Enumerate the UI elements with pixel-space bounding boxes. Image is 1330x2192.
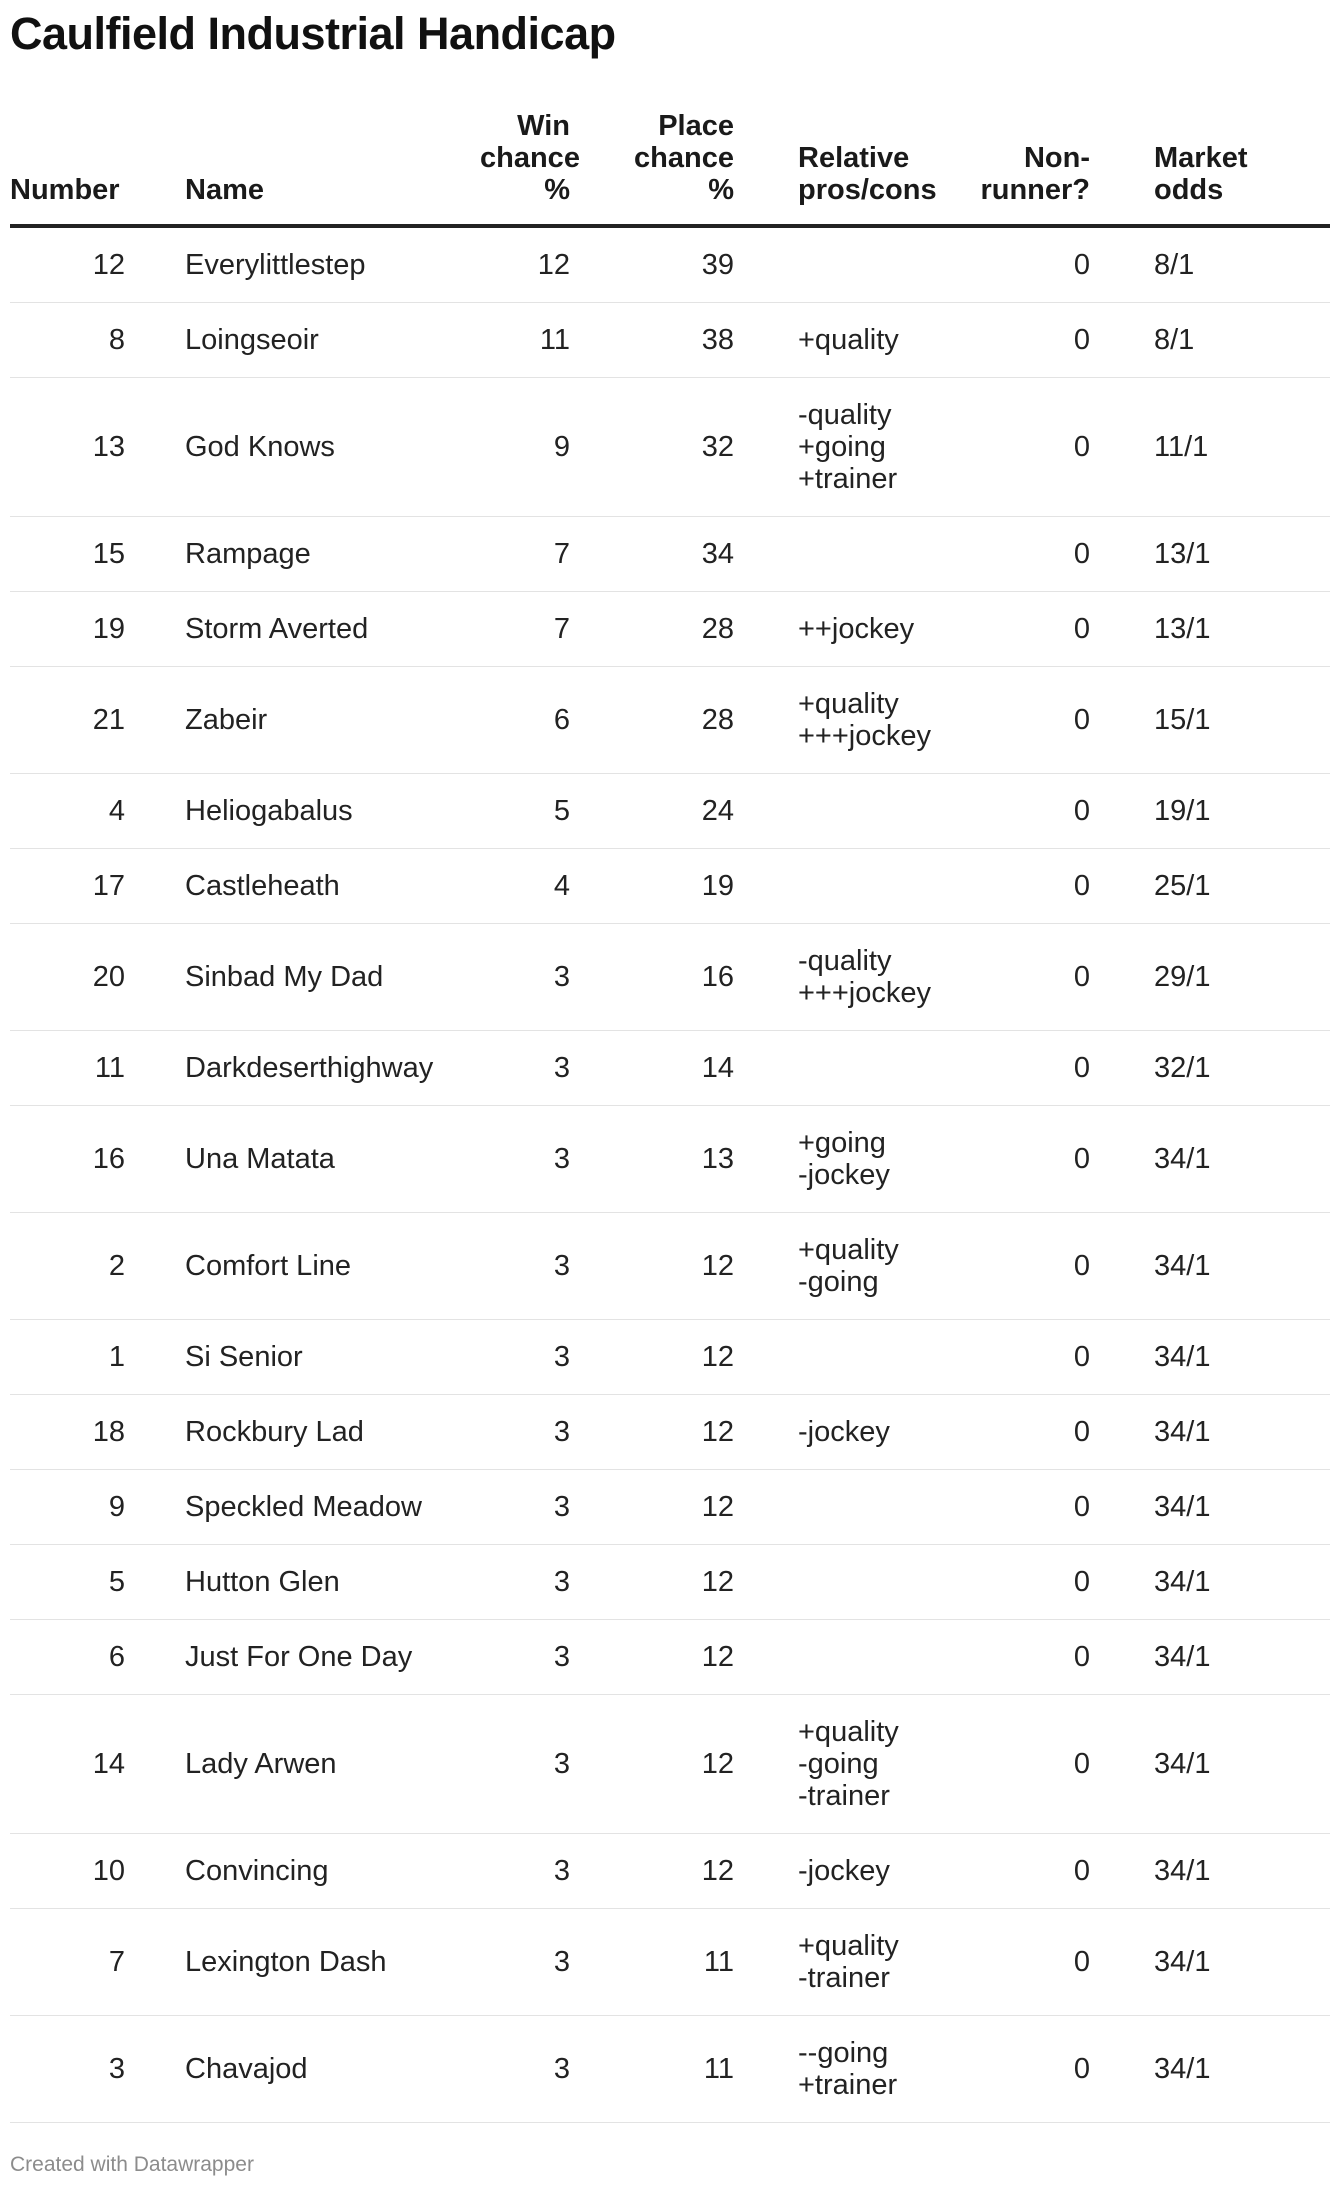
table-row [10,1470,1330,1545]
cell-place-chance: 12 [570,1320,734,1395]
cell-place-chance: 34 [570,517,734,592]
table-row [10,774,1330,849]
cell-non-runner: 0 [924,1470,1090,1545]
cell-spacer [125,592,185,667]
cell-relative-pros-cons: -jockey [734,1395,924,1470]
cell-non-runner: 0 [924,1320,1090,1395]
cell-non-runner: 0 [924,1620,1090,1695]
cell-relative-pros-cons: +quality [734,303,924,378]
cell-place-chance: 19 [570,849,734,924]
column-header-name[interactable]: Name [185,110,480,226]
cell-relative-pros-cons: +quality -going [734,1213,924,1320]
cell-place-chance: 28 [570,667,734,774]
cell-place-chance: 12 [570,1395,734,1470]
cell-non-runner: 0 [924,303,1090,378]
cell-relative-pros-cons [734,1320,924,1395]
cell-win-chance: 6 [480,667,570,774]
cell-name: Una Matata [185,1106,480,1213]
cell-name: Zabeir [185,667,480,774]
cell-place-chance: 13 [570,1106,734,1213]
cell-place-chance: 12 [570,1695,734,1834]
cell-relative-pros-cons: +going -jockey [734,1106,924,1213]
column-header-market-odds[interactable]: Market odds [1090,110,1330,226]
column-header-place-chance[interactable]: Place chance % [570,110,734,226]
cell-market-odds: 15/1 [1090,667,1330,774]
cell-market-odds: 34/1 [1090,2016,1330,2123]
cell-number: 18 [10,1395,125,1470]
cell-non-runner: 0 [924,1395,1090,1470]
cell-number: 17 [10,849,125,924]
runners-table-container [10,110,1248,2123]
table-row [10,592,1330,667]
cell-win-chance: 5 [480,774,570,849]
cell-relative-pros-cons [734,226,924,303]
cell-market-odds: 34/1 [1090,1545,1330,1620]
cell-number: 2 [10,1213,125,1320]
table-row [10,924,1330,1031]
cell-market-odds: 19/1 [1090,774,1330,849]
cell-spacer [125,303,185,378]
cell-place-chance: 12 [570,1470,734,1545]
cell-market-odds: 13/1 [1090,592,1330,667]
table-row [10,1545,1330,1620]
cell-win-chance: 3 [480,1620,570,1695]
column-header-win-chance[interactable]: Win chance % [480,110,570,226]
cell-number: 11 [10,1031,125,1106]
cell-number: 10 [10,1834,125,1909]
cell-name: Loingseoir [185,303,480,378]
cell-non-runner: 0 [924,1106,1090,1213]
cell-win-chance: 7 [480,592,570,667]
cell-win-chance: 3 [480,1834,570,1909]
table-row [10,1395,1330,1470]
cell-win-chance: 3 [480,2016,570,2123]
cell-market-odds: 34/1 [1090,1909,1330,2016]
cell-place-chance: 24 [570,774,734,849]
cell-win-chance: 3 [480,1031,570,1106]
column-header-relative-pros-cons[interactable]: Relative pros/cons [734,110,924,226]
cell-spacer [125,667,185,774]
table-body [10,226,1330,2123]
cell-non-runner: 0 [924,1909,1090,2016]
cell-non-runner: 0 [924,226,1090,303]
cell-win-chance: 3 [480,1695,570,1834]
cell-market-odds: 34/1 [1090,1695,1330,1834]
table-row [10,1106,1330,1213]
cell-win-chance: 7 [480,517,570,592]
table-row [10,1031,1330,1106]
cell-win-chance: 3 [480,1320,570,1395]
cell-spacer [125,1470,185,1545]
table-row [10,303,1330,378]
cell-number: 12 [10,226,125,303]
cell-place-chance: 16 [570,924,734,1031]
cell-market-odds: 34/1 [1090,1395,1330,1470]
table-row [10,1213,1330,1320]
cell-number: 9 [10,1470,125,1545]
cell-relative-pros-cons [734,1545,924,1620]
cell-spacer [125,849,185,924]
cell-market-odds: 13/1 [1090,517,1330,592]
cell-name: Lady Arwen [185,1695,480,1834]
cell-place-chance: 32 [570,378,734,517]
column-header-non-runner[interactable]: Non- runner? [924,110,1090,226]
cell-place-chance: 11 [570,2016,734,2123]
cell-name: Rockbury Lad [185,1395,480,1470]
cell-spacer [125,1213,185,1320]
cell-place-chance: 39 [570,226,734,303]
cell-spacer [125,1909,185,2016]
cell-win-chance: 3 [480,1395,570,1470]
cell-spacer [125,1695,185,1834]
cell-name: Castleheath [185,849,480,924]
cell-win-chance: 12 [480,226,570,303]
cell-spacer [125,517,185,592]
cell-relative-pros-cons: +quality -trainer [734,1909,924,2016]
table-row [10,1320,1330,1395]
cell-name: Sinbad My Dad [185,924,480,1031]
runners-table [10,110,1330,2123]
cell-win-chance: 3 [480,1470,570,1545]
cell-market-odds: 34/1 [1090,1834,1330,1909]
cell-spacer [125,1320,185,1395]
cell-name: Heliogabalus [185,774,480,849]
cell-market-odds: 34/1 [1090,1213,1330,1320]
cell-market-odds: 32/1 [1090,1031,1330,1106]
cell-relative-pros-cons [734,517,924,592]
cell-non-runner: 0 [924,1213,1090,1320]
cell-win-chance: 4 [480,849,570,924]
table-row [10,2016,1330,2123]
cell-name: Chavajod [185,2016,480,2123]
cell-non-runner: 0 [924,517,1090,592]
cell-name: Lexington Dash [185,1909,480,2016]
cell-win-chance: 3 [480,1909,570,2016]
cell-non-runner: 0 [924,592,1090,667]
cell-relative-pros-cons [734,849,924,924]
cell-win-chance: 3 [480,1545,570,1620]
cell-non-runner: 0 [924,924,1090,1031]
cell-spacer [125,1031,185,1106]
cell-relative-pros-cons [734,774,924,849]
cell-name: Everylittlestep [185,226,480,303]
cell-relative-pros-cons [734,1620,924,1695]
cell-market-odds: 34/1 [1090,1106,1330,1213]
cell-place-chance: 12 [570,1545,734,1620]
cell-spacer [125,378,185,517]
cell-relative-pros-cons: +quality -going -trainer [734,1695,924,1834]
cell-relative-pros-cons: -jockey [734,1834,924,1909]
cell-number: 15 [10,517,125,592]
table-row [10,667,1330,774]
cell-number: 14 [10,1695,125,1834]
cell-number: 3 [10,2016,125,2123]
cell-spacer [125,1545,185,1620]
cell-non-runner: 0 [924,774,1090,849]
cell-win-chance: 3 [480,924,570,1031]
cell-market-odds: 8/1 [1090,303,1330,378]
cell-win-chance: 3 [480,1213,570,1320]
cell-place-chance: 11 [570,1909,734,2016]
cell-relative-pros-cons: ++jockey [734,592,924,667]
cell-spacer [125,1620,185,1695]
cell-number: 21 [10,667,125,774]
cell-market-odds: 34/1 [1090,1470,1330,1545]
cell-number: 13 [10,378,125,517]
cell-spacer [125,226,185,303]
page-title: Caulfield Industrial Handicap [10,8,616,59]
cell-name: Speckled Meadow [185,1470,480,1545]
cell-number: 7 [10,1909,125,2016]
cell-place-chance: 12 [570,1620,734,1695]
cell-place-chance: 38 [570,303,734,378]
cell-relative-pros-cons: -quality +++jockey [734,924,924,1031]
table-row [10,378,1330,517]
footer-credit: Created with Datawrapper [10,2153,254,2176]
cell-number: 16 [10,1106,125,1213]
cell-name: Just For One Day [185,1620,480,1695]
cell-non-runner: 0 [924,1545,1090,1620]
table-row [10,1695,1330,1834]
cell-relative-pros-cons: --going +trainer [734,2016,924,2123]
cell-name: Darkdeserthighway [185,1031,480,1106]
cell-spacer [125,774,185,849]
table-row [10,226,1330,303]
cell-spacer [125,1395,185,1470]
table-row [10,1909,1330,2016]
cell-win-chance: 3 [480,1106,570,1213]
cell-non-runner: 0 [924,849,1090,924]
cell-spacer [125,1106,185,1213]
cell-market-odds: 29/1 [1090,924,1330,1031]
table-header-row [10,110,1330,226]
cell-relative-pros-cons: +quality +++jockey [734,667,924,774]
cell-relative-pros-cons: -quality +going +trainer [734,378,924,517]
cell-win-chance: 11 [480,303,570,378]
cell-name: Hutton Glen [185,1545,480,1620]
cell-non-runner: 0 [924,2016,1090,2123]
table-row [10,1620,1330,1695]
cell-number: 1 [10,1320,125,1395]
cell-market-odds: 8/1 [1090,226,1330,303]
cell-number: 4 [10,774,125,849]
column-header-spacer [125,110,185,226]
cell-name: Si Senior [185,1320,480,1395]
cell-name: Storm Averted [185,592,480,667]
cell-place-chance: 12 [570,1834,734,1909]
cell-non-runner: 0 [924,1031,1090,1106]
cell-place-chance: 28 [570,592,734,667]
cell-spacer [125,2016,185,2123]
cell-relative-pros-cons [734,1470,924,1545]
column-header-number[interactable]: Number [10,110,125,226]
cell-non-runner: 0 [924,1834,1090,1909]
cell-place-chance: 12 [570,1213,734,1320]
cell-non-runner: 0 [924,667,1090,774]
cell-market-odds: 34/1 [1090,1620,1330,1695]
cell-market-odds: 25/1 [1090,849,1330,924]
cell-spacer [125,1834,185,1909]
cell-number: 6 [10,1620,125,1695]
cell-non-runner: 0 [924,1695,1090,1834]
cell-win-chance: 9 [480,378,570,517]
cell-name: God Knows [185,378,480,517]
cell-name: Comfort Line [185,1213,480,1320]
cell-market-odds: 11/1 [1090,378,1330,517]
cell-spacer [125,924,185,1031]
cell-relative-pros-cons [734,1031,924,1106]
cell-market-odds: 34/1 [1090,1320,1330,1395]
cell-number: 5 [10,1545,125,1620]
cell-non-runner: 0 [924,378,1090,517]
table-row [10,1834,1330,1909]
cell-name: Rampage [185,517,480,592]
cell-place-chance: 14 [570,1031,734,1106]
table-row [10,849,1330,924]
cell-name: Convincing [185,1834,480,1909]
cell-number: 8 [10,303,125,378]
table-row [10,517,1330,592]
cell-number: 19 [10,592,125,667]
cell-number: 20 [10,924,125,1031]
